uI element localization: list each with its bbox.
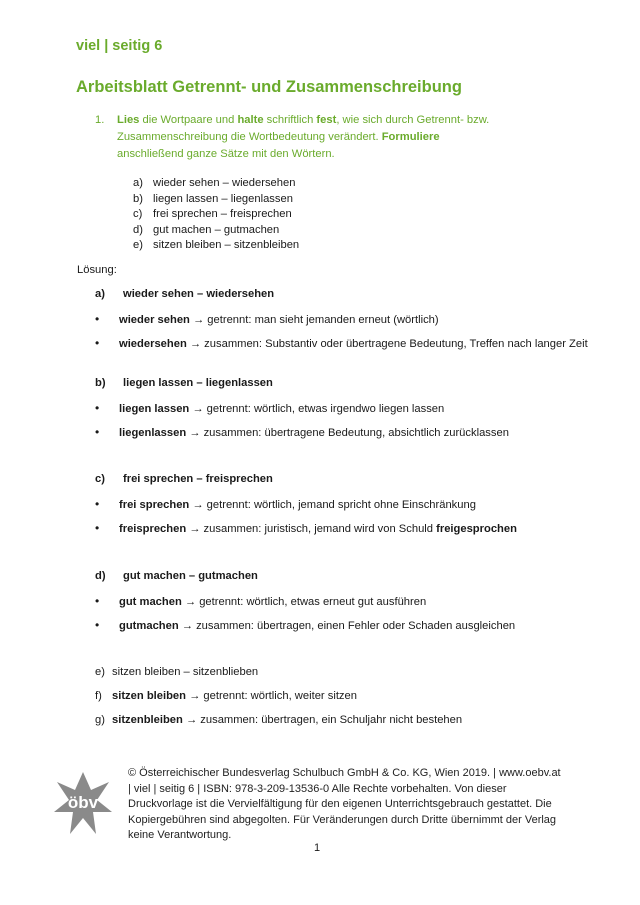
solution-heading-d: d) gut machen – gutmachen: [95, 570, 258, 582]
list-item: c) frei sprechen – freisprechen: [133, 208, 292, 220]
solution-bullet: • liegen lassen → getrennt: wörtlich, etwas irgendwo liegen lassen: [95, 401, 445, 415]
solution-bullet: • wiedersehen → zusammen: Substantiv oder übertragene Bedeutung, Treffen nach langer Zeit: [95, 336, 588, 350]
solution-bullet: • freisprechen → zusammen: juristisch, jemand wird von Schuld freigesprochen: [95, 521, 517, 535]
solution-heading-b: b) liegen lassen – liegenlassen: [95, 377, 273, 389]
task-verb-halte: halte: [237, 114, 264, 126]
solution-bullet: • liegenlassen → zusammen: übertragene Bedeutung, absichtlich zurücklassen: [95, 425, 509, 439]
task-number: 1.: [95, 114, 105, 126]
task-verb-formuliere: Formuliere: [381, 131, 440, 143]
solution-bullet: • wieder sehen → getrennt: man sieht jemanden erneut (wörtlich): [95, 312, 439, 326]
task-verb-lies: Lies: [117, 114, 140, 126]
task-instruction: [95, 112, 495, 163]
copyright-footer: © Österreichischer Bundesverlag Schulbuch GmbH & Co. KG, Wien 2019. | www.oebv.at | viel | seitig 6 | ISBN: 978-3-209-13536-0 Alle Rechte vorbehalten. Von dieser Druckvorlage ist die Vervielfältigung für den eigenen Unterrichtsgebrauch gestattet. Die Kopiergebühren sind abgegolten. Für Veränderungen durch Dritte übernimmt der Verlag keine Verantwortung.: [128, 767, 561, 841]
page-header: viel | seitig 6: [76, 38, 163, 54]
list-item: d) gut machen – gutmachen: [133, 223, 280, 236]
solution-item-g: g) sitzenbleiben → zusammen: übertragen, ein Schuljahr nicht bestehen: [95, 714, 463, 726]
solution-bullet: • frei sprechen → getrennt: wörtlich, jemand spricht ohne Einschränkung: [95, 497, 476, 511]
task-verb-fest: fest: [316, 114, 337, 126]
list-item: a) wieder sehen – wiedersehen: [133, 177, 296, 189]
solution-bullet: • gut machen → getrennt: wörtlich, etwas erneut gut ausführen: [95, 594, 427, 608]
solution-item-f: f) sitzen bleiben → getrennt: wörtlich, weiter sitzen: [95, 690, 357, 702]
logo-text: öbv: [67, 793, 99, 812]
list-item: b) liegen lassen – liegenlassen: [133, 192, 293, 205]
page-number: 1: [314, 842, 321, 854]
oebv-logo: [52, 768, 114, 840]
solution-label: Lösung:: [77, 264, 117, 276]
solution-heading-c: c) frei sprechen – freisprechen: [95, 473, 273, 485]
solution-item-e: e) sitzen bleiben – sitzenblieben: [95, 666, 259, 678]
solution-bullet: • gutmachen → zusammen: übertragen, einen Fehler oder Schaden ausgleichen: [95, 618, 516, 632]
solution-heading-a: a) wieder sehen – wiedersehen: [95, 288, 275, 300]
list-item: e) sitzen bleiben – sitzenbleiben: [133, 239, 300, 251]
task-text: Lies die Wortpaare und halte schriftlich fest, wie sich durch Getrennt- bzw. Zusammenschreibung die Wortbedeutung verändert. Formuliere anschließend ganze Sätze mit den Wörtern.: [117, 114, 490, 160]
word-pair-list: [133, 176, 299, 254]
page-title: Arbeitsblatt Getrennt- und Zusammenschreibung: [76, 78, 462, 96]
